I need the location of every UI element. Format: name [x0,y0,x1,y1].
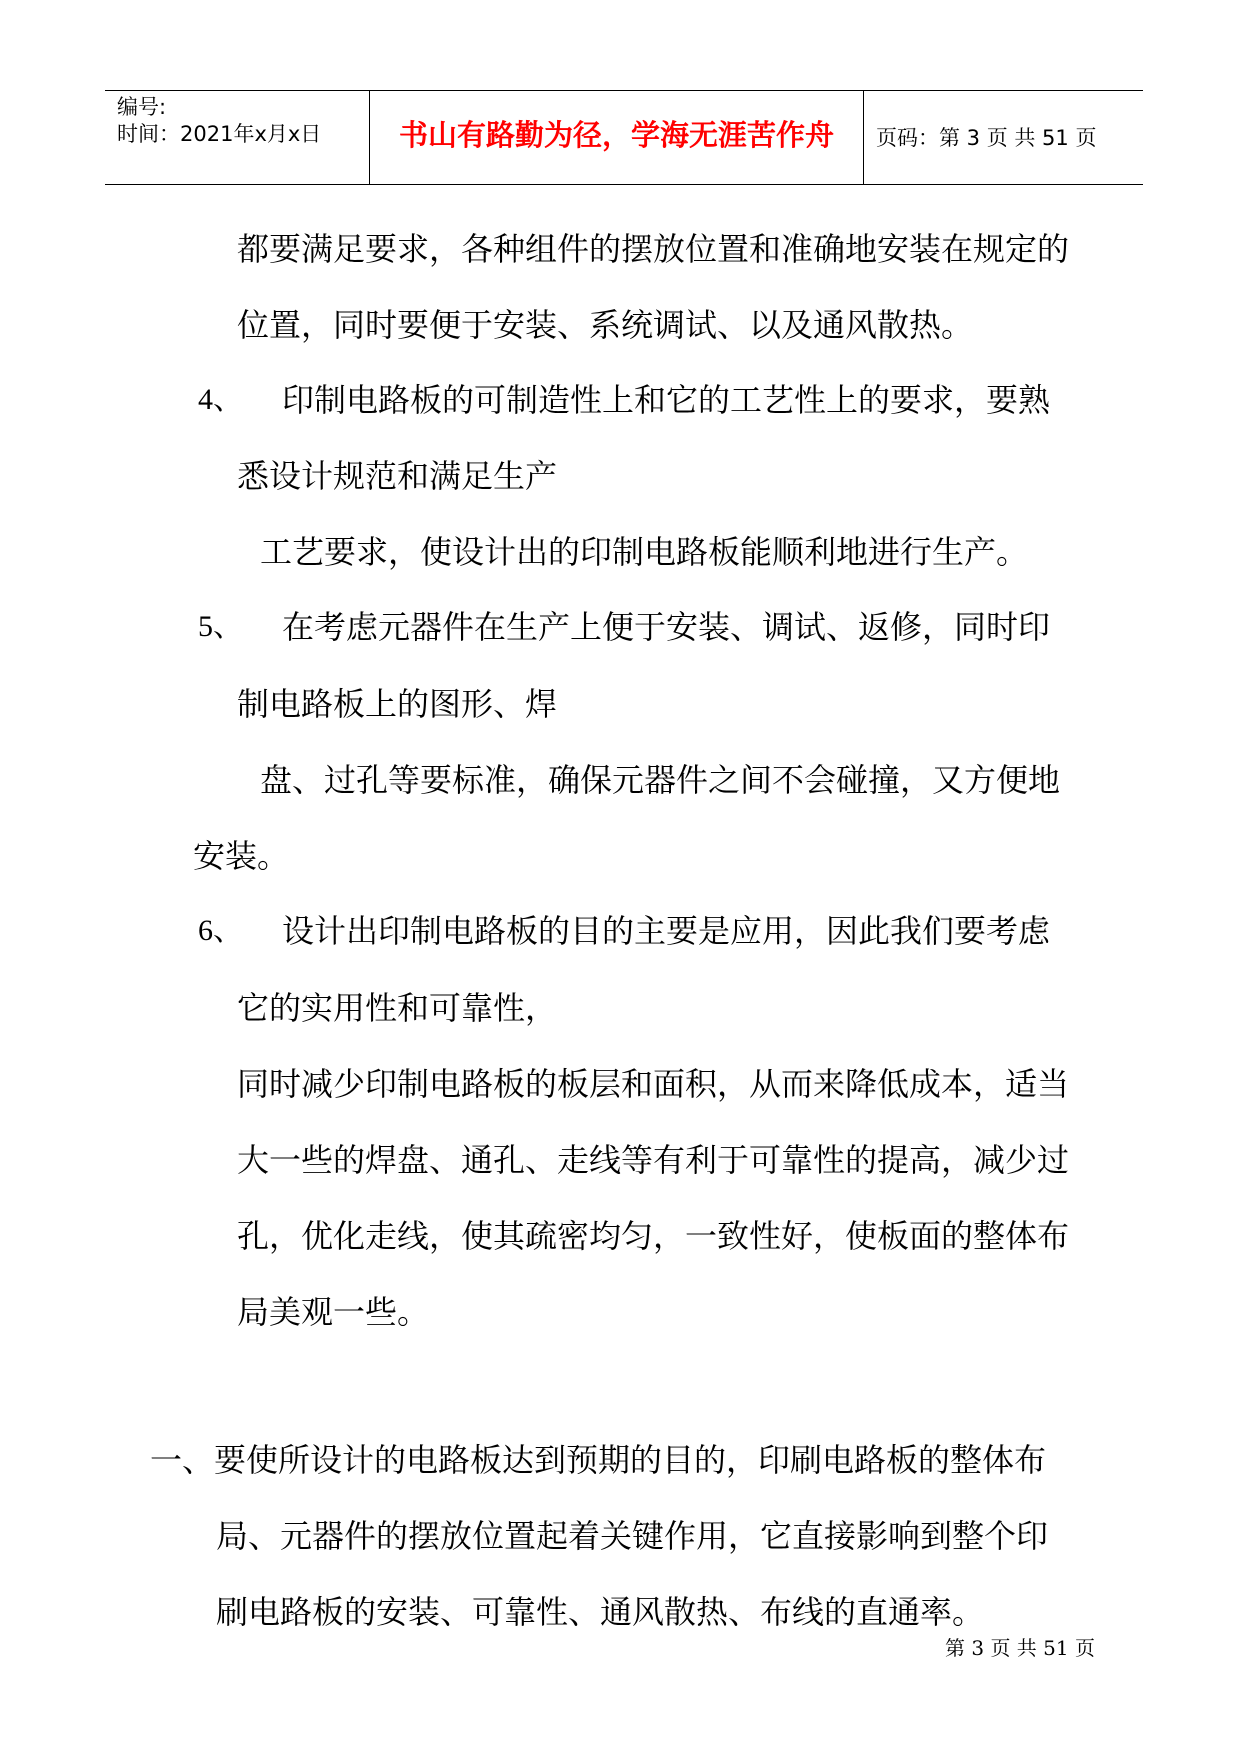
text-line: 悉设计规范和满足生产 [237,457,558,495]
text-line: 工艺要求，使设计出的印制电路板能顺利地进行生产。 [260,533,1029,571]
text-line: 它的实用性和可靠性， [237,989,558,1027]
list-number: 6、 [198,914,243,947]
text-line: 位置，同时要便于安装、系统调试、以及通风散热。 [237,306,974,344]
text-line: 同时减少印制电路板的板层和面积，从而来降低成本，适当 [237,1065,1070,1103]
list-number: 5、 [198,610,243,643]
text-line: 设计出印制电路板的目的主要是应用，因此我们要考虑 [282,912,1051,950]
section-heading-line: 一、要使所设计的电路板达到预期的目的，印刷电路板的整体布 [150,1441,1047,1479]
text-line: 在考虑元器件在生产上便于安装、调试、返修，同时印 [282,608,1051,646]
header-motto-cell [370,91,864,184]
header-page-cell [864,91,1143,184]
text-line: 孔，优化走线，使其疏密均匀，一致性好，使板面的整体布 [237,1217,1070,1255]
document-number-label: 编号: [117,95,167,119]
text-line: 局美观一些。 [237,1293,430,1331]
text-line: 安装。 [193,837,290,875]
document-date: 时间：2021年x月x日 [117,122,322,146]
page-footer-number: 第 3 页 共 51 页 [945,1636,1095,1660]
text-line: 大一些的焊盘、通孔、走线等有利于可靠性的提高，减少过 [237,1141,1070,1179]
header-motto: 书山有路勤为径，学海无涯苦作舟 [398,118,834,152]
text-line: 刷电路板的安装、可靠性、通风散热、布线的直通率。 [216,1593,985,1631]
header-page-number: 页码：第 3 页 共 51 页 [876,126,1097,150]
page-header [105,90,1143,185]
text-line: 局、元器件的摆放位置起着关键作用，它直接影响到整个印 [216,1517,1049,1555]
text-line: 印制电路板的可制造性上和它的工艺性上的要求，要熟 [282,381,1051,419]
text-line: 盘、过孔等要标准，确保元器件之间不会碰撞，又方便地 [260,761,1061,799]
text-line: 都要满足要求，各种组件的摆放位置和准确地安装在规定的 [237,230,1070,268]
list-number: 4、 [198,383,243,416]
text-line: 制电路板上的图形、焊 [237,685,558,723]
header-info-cell [105,91,370,184]
